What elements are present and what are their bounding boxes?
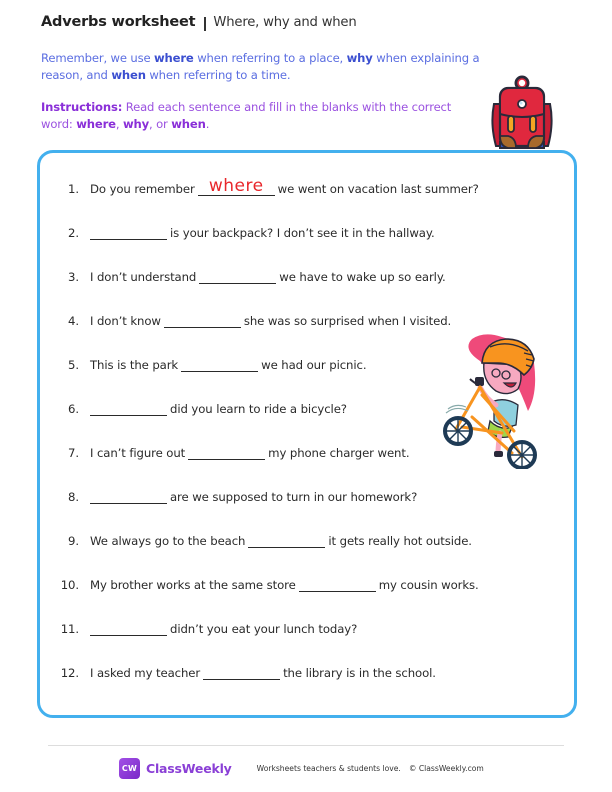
answer-blank[interactable]	[90, 403, 167, 416]
keyword-when: when	[111, 67, 146, 82]
sentence-after-blank: she was so surprised when I visited.	[243, 314, 452, 328]
sentence-before-blank: We always go to the beach	[90, 534, 246, 548]
keyword-why: why	[122, 116, 150, 131]
intro-paragraph	[41, 50, 486, 83]
question-sentence	[90, 176, 479, 196]
filled-answer: where	[208, 176, 264, 196]
sentence-after-blank: we went on vacation last summer?	[277, 182, 479, 196]
question-number: 5.	[68, 358, 79, 372]
sentence-after-blank: my cousin works.	[378, 578, 479, 592]
question-number: 1.	[68, 182, 79, 196]
answer-blank[interactable]	[90, 227, 167, 240]
question-row	[37, 530, 472, 550]
instructions-text: .	[205, 116, 210, 131]
instructions-paragraph	[41, 99, 471, 132]
sentence-after-blank: are we supposed to turn in our homework?	[170, 490, 418, 504]
sentence-before-blank: My brother works at the same store	[90, 578, 296, 592]
instructions-label: Instructions:	[41, 100, 123, 114]
answer-blank[interactable]	[188, 447, 265, 460]
answer-blank[interactable]	[299, 579, 376, 592]
sentence-after-blank: is your backpack? I don’t see it in the hallway.	[170, 226, 435, 240]
question-row	[37, 662, 457, 682]
sentence-after-blank: didn’t you eat your lunch today?	[170, 622, 358, 636]
sentence-before-blank: I don’t understand	[90, 270, 197, 284]
question-sentence	[90, 534, 472, 548]
question-number: 7.	[68, 446, 79, 460]
question-sentence	[90, 402, 347, 416]
instructions-text: ,	[115, 116, 123, 131]
answer-blank[interactable]	[90, 623, 167, 636]
question-sentence	[90, 270, 446, 284]
answer-blank[interactable]	[181, 359, 258, 372]
question-row	[37, 574, 479, 594]
keyword-why: why	[346, 51, 373, 65]
question-number: 3.	[68, 270, 79, 284]
question-row	[37, 618, 457, 638]
worksheet-subtitle: Where, why and when	[213, 15, 357, 30]
footer	[119, 757, 484, 779]
question-number: 4.	[68, 314, 79, 328]
question-number: 2.	[68, 226, 79, 240]
keyword-where: where	[153, 51, 194, 65]
question-number: 10.	[60, 578, 79, 592]
header-divider	[204, 17, 206, 31]
answer-blank[interactable]	[203, 667, 280, 680]
question-row	[37, 398, 457, 418]
question-row	[37, 176, 479, 198]
question-number: 8.	[68, 490, 79, 504]
sentence-before-blank: This is the park	[90, 358, 179, 372]
sentence-before-blank: Do you remember	[90, 182, 195, 196]
question-number: 9.	[68, 534, 79, 548]
keyword-when: when	[171, 116, 206, 131]
question-sentence	[90, 578, 479, 592]
sentence-after-blank: did you learn to ride a bicycle?	[170, 402, 347, 416]
question-row	[37, 442, 457, 462]
question-number: 12.	[60, 666, 79, 680]
sentence-before-blank: I don’t know	[90, 314, 161, 328]
girl-on-bicycle-illustration	[442, 333, 538, 469]
answer-blank[interactable]	[198, 176, 275, 196]
question-sentence	[90, 490, 417, 504]
instructions-text: Read each sentence and fill in the blanks with the correct word:	[41, 100, 452, 131]
backpack-illustration	[488, 74, 556, 154]
intro-text: when explaining a reason, and	[41, 51, 480, 82]
footer-divider	[48, 745, 564, 746]
footer-copyright: © ClassWeekly.com	[408, 763, 484, 773]
classweekly-logo-icon: CW	[119, 758, 140, 779]
footer-tagline: Worksheets teachers & students love.	[256, 763, 401, 773]
answer-blank[interactable]	[164, 315, 241, 328]
question-row	[37, 266, 457, 286]
sentence-after-blank: we had our picnic.	[261, 358, 367, 372]
question-sentence	[90, 314, 451, 328]
question-row	[37, 354, 457, 374]
question-row	[37, 486, 457, 506]
question-sentence	[90, 666, 436, 680]
intro-text: when referring to a time.	[145, 67, 291, 82]
question-row	[37, 222, 457, 242]
question-number: 11.	[60, 622, 79, 636]
intro-text: when referring to a place,	[193, 51, 347, 65]
keyword-where: where	[76, 116, 116, 131]
worksheet-header	[41, 14, 357, 34]
intro-text: Remember, we use	[41, 51, 154, 65]
question-row	[37, 310, 457, 330]
sentence-before-blank: I can’t figure out	[90, 446, 186, 460]
question-sentence	[90, 446, 409, 460]
answer-blank[interactable]	[199, 271, 276, 284]
brand-name: ClassWeekly	[146, 760, 232, 776]
sentence-after-blank: my phone charger went.	[268, 446, 410, 460]
instructions-text: , or	[149, 116, 172, 131]
question-sentence	[90, 226, 435, 240]
answer-blank[interactable]	[248, 535, 325, 548]
sentence-after-blank: we have to wake up so early.	[279, 270, 446, 284]
sentence-after-blank: it gets really hot outside.	[328, 534, 472, 548]
answer-blank[interactable]	[90, 491, 167, 504]
question-sentence	[90, 358, 366, 372]
question-number: 6.	[68, 402, 79, 416]
sentence-after-blank: the library is in the school.	[283, 666, 436, 680]
sentence-before-blank: I asked my teacher	[90, 666, 201, 680]
question-sentence	[90, 622, 357, 636]
worksheet-title: Adverbs worksheet	[41, 14, 196, 30]
